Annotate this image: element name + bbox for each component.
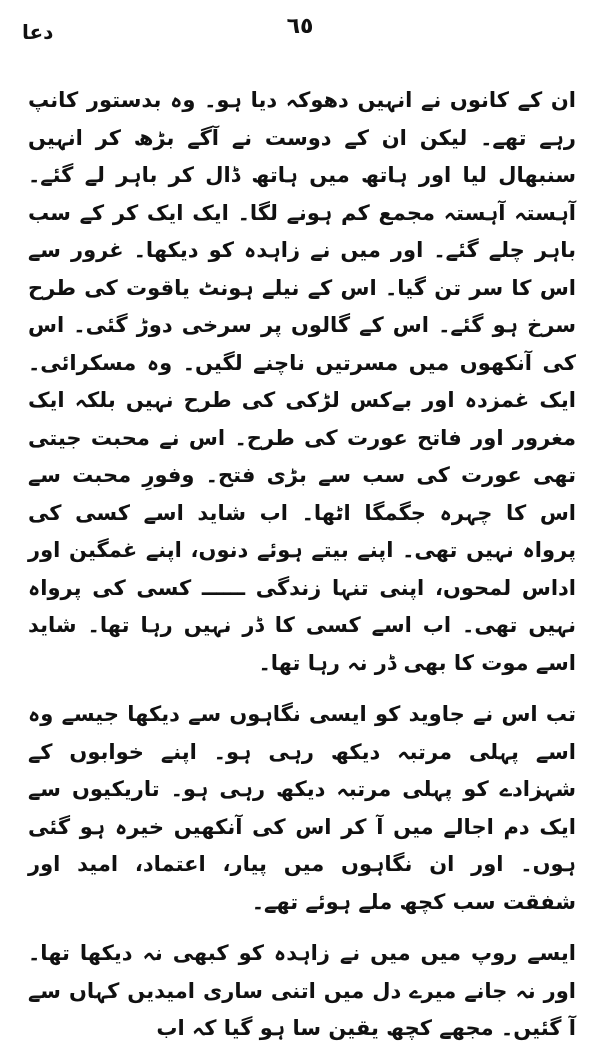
- page-header: [22, 14, 578, 54]
- page-number: ٦٥: [286, 14, 314, 39]
- paragraph-3: ایسے روپ میں میں نے زاہدہ کو کبھی نہ دیکھا تھا۔ اور نہ جانے میرے دل میں اتنی ساری امیدیں کہاں سے آ گئیں۔ مجھے کچھ یقین سا ہو گیا کہ اب: [28, 941, 576, 1040]
- page-body: [28, 82, 576, 1048]
- paragraph-2: تب اس نے جاوید کو ایسی نگاہوں سے دیکھا جیسے وہ اسے پہلی مرتبہ دیکھ رہی ہو۔ اپنے خوابوں کے شہزادے کو پہلی مرتبہ دیکھ رہی ہو۔ تاریکیوں سے ایک دم اجالے میں آ کر اس کی آنکھیں خیرہ ہو گئی ہوں۔ اور ان نگاہوں میں پیار، اعتماد، امید اور شفقت سب کچھ ملے ہوئے تھے۔: [28, 702, 576, 914]
- running-head: دعا: [22, 20, 54, 44]
- paragraph-1: ان کے کانوں نے انہیں دھوکہ دیا ہو۔ وہ بدستور کانپ رہے تھے۔ لیکن ان کے دوست نے آگے بڑھ کر انہیں سنبھال لیا اور ہاتھ میں ہاتھ ڈال کر باہر لے گئے۔ آہستہ آہستہ مجمع کم ہونے لگا۔ ایک ایک کر کے سب باہر چلے گئے۔ اور میں نے زاہدہ کو دیکھا۔ غرور سے اس کا سر تن گیا۔ اس کے نیلے ہونٹ یاقوت کی طرح سرخ ہو گئے۔ اس کے گالوں پر سرخی دوڑ گئی۔ اس کی آنکھوں میں مسرتیں ناچنے لگیں۔ وہ مسکرائی۔ ایک غمزدہ اور بےکس لڑکی کی طرح نہیں بلکہ ایک مغرور اور فاتح عورت کی طرح۔ اس نے محبت جیتی تھی عورت کی سب سے بڑی فتح۔ وفورِ محبت سے اس کا چہرہ جگمگا اٹھا۔ اب شاید اسے کسی کی پرواہ نہیں تھی۔ اپنے بیتے ہوئے دنوں، اپنے غمگین اور اداس لمحوں، اپنی تنہا زندگی ــــــ کسی کی پرواہ نہیں تھی۔ اب اسے کسی کا ڈر نہیں رہا تھا۔ شاید اسے موت کا بھی ڈر نہ رہا تھا۔: [28, 88, 576, 675]
